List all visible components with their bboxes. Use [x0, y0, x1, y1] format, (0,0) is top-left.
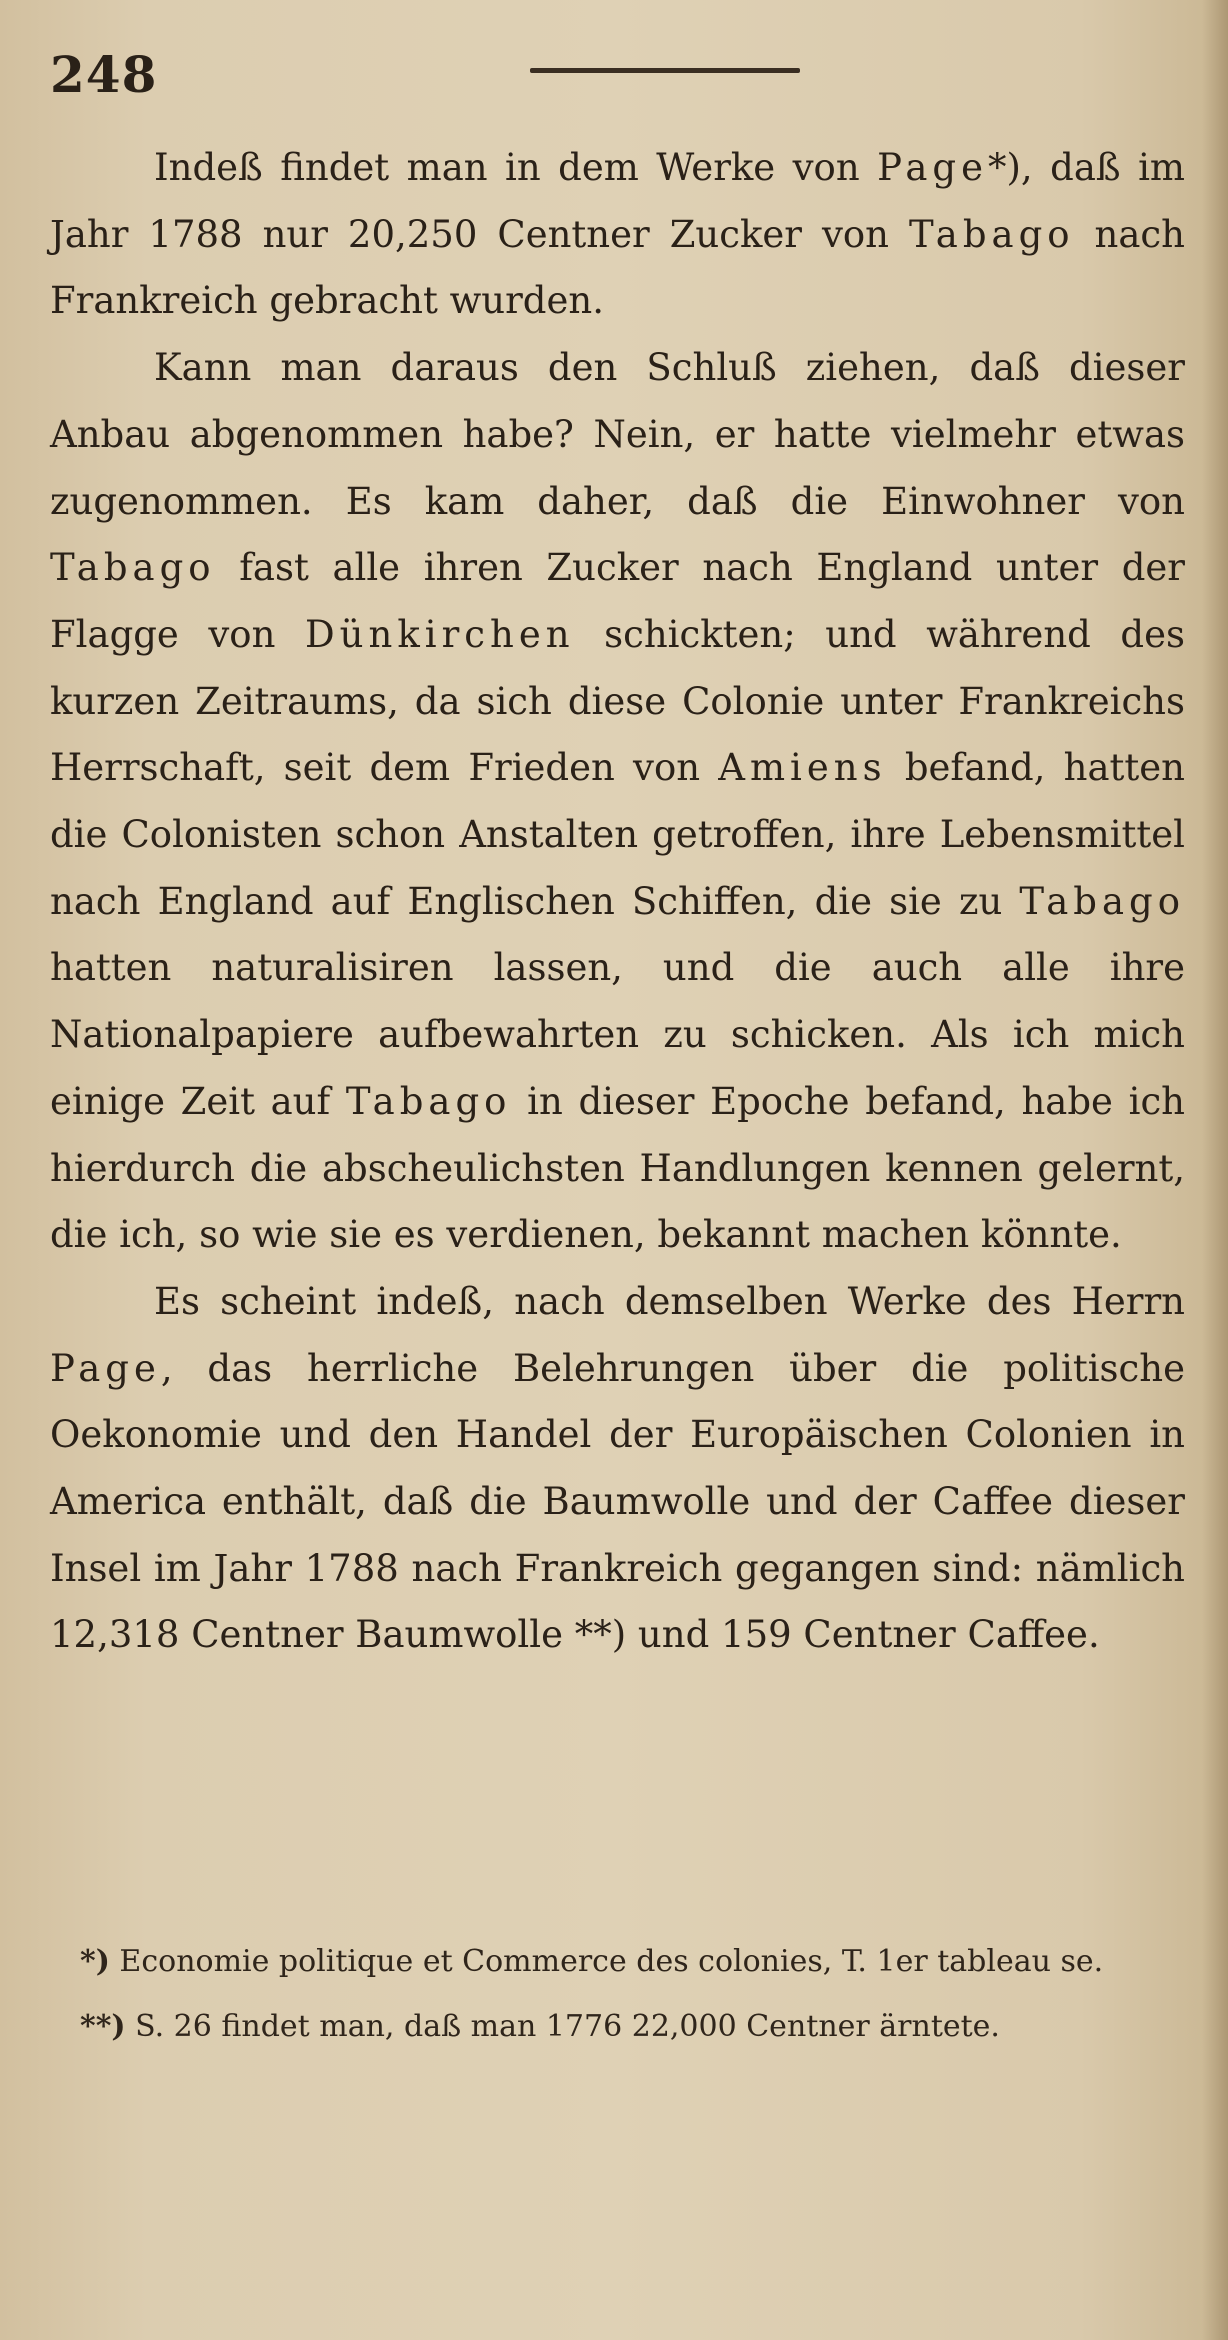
page-number: 248 — [50, 45, 158, 104]
paragraph-1-name-tabago: Tabago — [908, 212, 1075, 256]
paragraph-2-text-e: schickten; und während des kurzen Zeitraums, da sich diese Colonie unter Frankreichs Herrschaft, seit dem Frieden von — [50, 612, 1185, 790]
body-text — [50, 135, 1185, 1669]
paragraph-2-name-tabago-1: Tabago — [50, 546, 216, 590]
paragraph-2-name-duenkirchen: Dünkirchen — [305, 612, 575, 656]
footnote-1 — [80, 1935, 1180, 1988]
paragraph-1 — [50, 135, 1185, 335]
footnote-2-text: S. 26 findet man, daß man 1776 22,000 Centner ärntete. — [125, 2009, 1000, 2044]
page-header — [50, 40, 1160, 110]
header-rule — [530, 68, 800, 73]
paragraph-1-text-e: nach Frankreich gebracht wurden. — [50, 212, 1185, 323]
paragraph-1-text-c: *), daß im Jahr 1788 nur 20,250 Centner Zucker von — [50, 146, 1185, 256]
paragraph-3-name-page: Page — [50, 1346, 161, 1390]
footnote-1-text: Economie politique et Commerce des colonies, T. 1er tableau se. — [109, 1944, 1104, 1979]
paragraph-3-text-a: Es scheint indeß, nach demselben Werke des Herrn — [154, 1279, 1185, 1323]
paragraph-2-name-amiens: Amiens — [718, 746, 887, 790]
footnote-2-marker: **) — [80, 2009, 126, 2044]
paragraph-2 — [50, 335, 1185, 1269]
paragraph-2-text-i: hatten naturalisiren lassen, und die auch alle ihre Nationalpapiere aufbewahrten zu schicken. Als ich mich einige Zeit auf — [50, 946, 1185, 1123]
footnote-2 — [80, 2000, 1180, 2053]
paragraph-2-text-g: befand, hatten die Colonisten schon Anstalten getroffen, ihre Lebensmittel nach England auf Englischen Schiffen, die sie zu — [50, 746, 1185, 923]
page-edge-shadow — [1202, 0, 1228, 2340]
paragraph-2-text-a: Kann man daraus den Schluß ziehen, daß dieser Anbau abgenommen habe? Nein, er hatte vielmehr etwas zugenommen. Es kam daher, daß die Einwohner von — [50, 346, 1185, 523]
paragraph-2-name-tabago-3: Tabago — [345, 1079, 512, 1123]
paragraph-3 — [50, 1269, 1185, 1669]
footnote-1-marker: *) — [80, 1944, 110, 1979]
footnotes — [80, 1935, 1180, 2065]
paragraph-3-text-c: , das herrliche Belehrungen über die politische Oekonomie und den Handel der Europäischen Colonien in America enthält, daß die Baumwolle und der Caffee dieser Insel im Jahr 1788 nach Frankreich gegangen sind: nämlich 12,318 Centner Baumwolle **) und 159 Centner Caffee. — [50, 1346, 1185, 1657]
paragraph-2-text-c: fast alle ihren Zucker nach England unter der Flagge von — [50, 546, 1185, 656]
paragraph-1-text-a: Indeß findet man in dem Werke von — [154, 146, 878, 189]
paragraph-2-text-k: in dieser Epoche befand, habe ich hierdurch die abscheulichsten Handlungen kennen gelernt, die ich, so wie sie es verdienen, bekannt machen könnte. — [50, 1079, 1185, 1257]
paragraph-2-name-tabago-2: Tabago — [1019, 879, 1185, 923]
paragraph-1-name-page: Page — [877, 146, 988, 189]
